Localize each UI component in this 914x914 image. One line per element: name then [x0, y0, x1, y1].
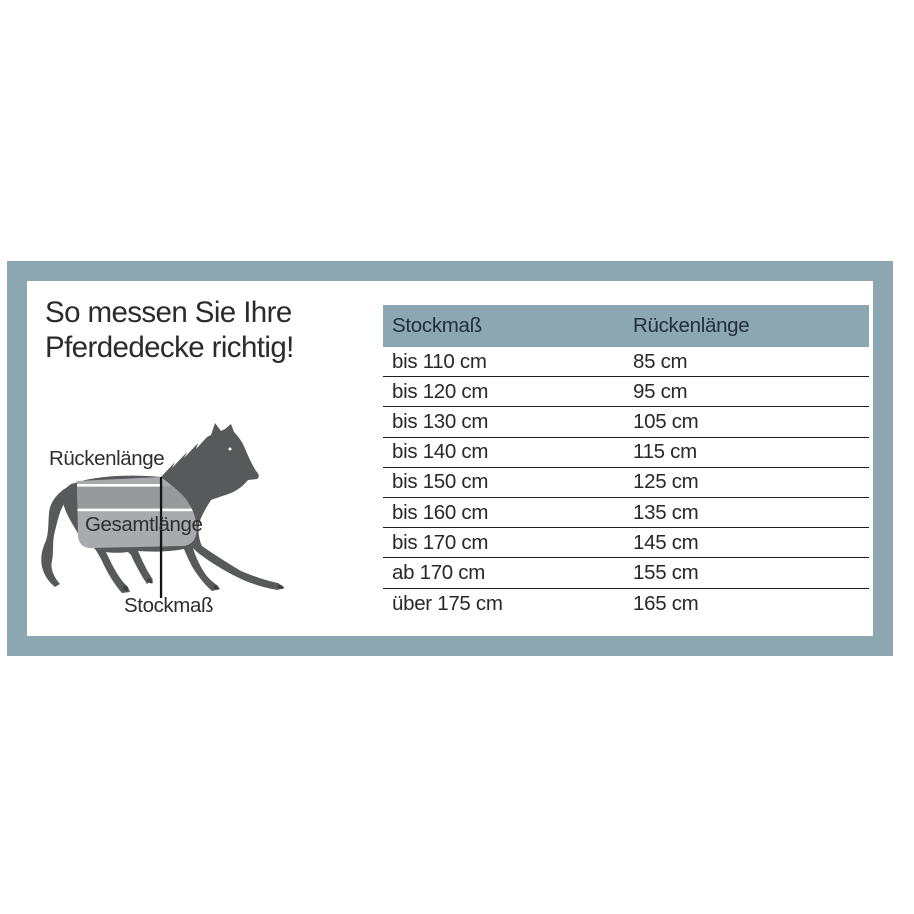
rueckenlaenge-cell: 105 cm	[633, 409, 699, 433]
stockmass-measure-line	[160, 477, 162, 598]
rueckenlaenge-cell: 135 cm	[633, 500, 699, 524]
info-panel-frame	[7, 261, 893, 656]
rueckenlaenge-cell: 125 cm	[633, 470, 699, 494]
rueckenlaenge-cell: 85 cm	[633, 349, 688, 373]
stockmass-cell: ab 170 cm	[392, 560, 486, 584]
stockmass-cell: bis 170 cm	[392, 530, 489, 554]
info-panel	[27, 281, 873, 636]
col-header-stockmass: Stockmaß	[392, 314, 482, 337]
table-row	[383, 347, 869, 377]
stockmass-cell: über 175 cm	[392, 591, 503, 615]
stockmass-label: Stockmaß	[124, 594, 214, 617]
rueckenlaenge-cell: 95 cm	[633, 379, 688, 403]
back-length-label: Rückenlänge	[49, 447, 165, 470]
table-row	[383, 589, 869, 619]
table-row	[383, 468, 869, 498]
table-row	[383, 438, 869, 468]
total-length-label: Gesamtlänge	[85, 513, 203, 536]
stockmass-cell: bis 110 cm	[392, 349, 487, 373]
table-row	[383, 558, 869, 588]
col-header-rueckenlaenge: Rückenlänge	[633, 314, 750, 337]
table-row	[383, 528, 869, 558]
stockmass-cell: bis 140 cm	[392, 440, 489, 464]
size-table	[383, 305, 869, 619]
page-title-line2: Pferdedecke richtig!	[45, 331, 294, 364]
stockmass-cell: bis 160 cm	[392, 500, 489, 524]
table-row	[383, 498, 869, 528]
rueckenlaenge-cell: 115 cm	[633, 440, 697, 464]
rueckenlaenge-cell: 165 cm	[633, 591, 699, 615]
table-row	[383, 407, 869, 437]
horse-eye	[229, 448, 232, 451]
horse-illustration	[35, 416, 285, 608]
table-row	[383, 377, 869, 407]
horse-measurement-diagram	[27, 281, 387, 636]
stockmass-cell: bis 120 cm	[392, 379, 489, 403]
stockmass-cell: bis 150 cm	[392, 470, 489, 494]
blanket-total-length-line	[69, 509, 209, 512]
rueckenlaenge-cell: 145 cm	[633, 530, 699, 554]
size-table-header	[383, 305, 869, 347]
rueckenlaenge-cell: 155 cm	[633, 560, 699, 584]
stockmass-cell: bis 130 cm	[392, 409, 489, 433]
page-title-line1: So messen Sie Ihre	[45, 296, 292, 329]
blanket-back-length-line	[69, 484, 161, 487]
